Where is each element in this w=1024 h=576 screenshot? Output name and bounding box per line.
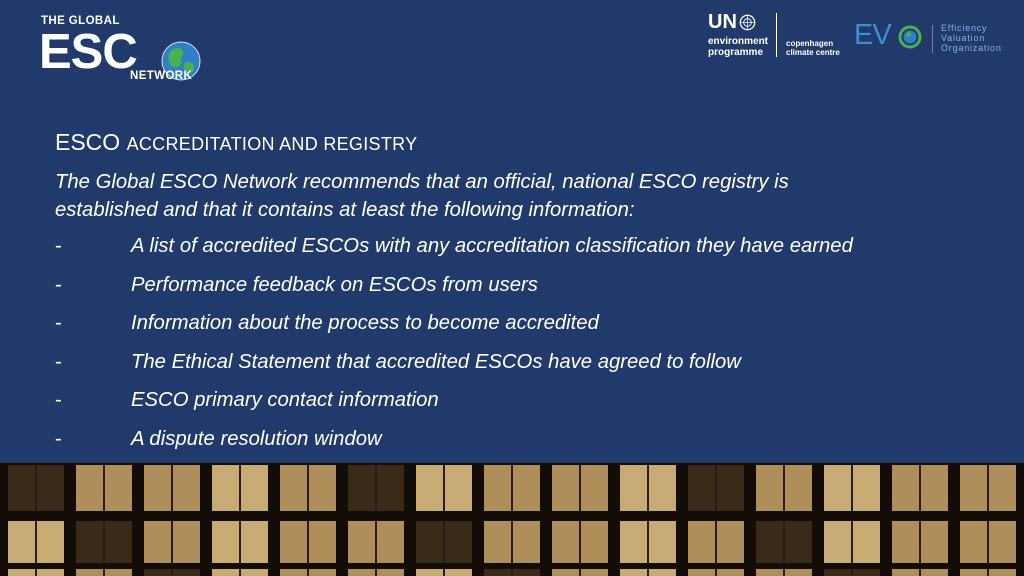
partner-line-1: copenhagen: [786, 39, 834, 48]
un-line-2: programme: [708, 47, 764, 58]
intro-line-1: The Global ESCO Network recommends that an official, national ESCO registry is: [55, 171, 789, 193]
logo-top-text: THE GLOBAL: [41, 15, 120, 27]
intro-line-2: established and that it contains at least the following information:: [55, 199, 635, 221]
evo-mark-text: EV: [854, 19, 891, 51]
un-environment-logo: [708, 12, 848, 60]
list-item-text: Information about the process to become accredited: [131, 312, 599, 334]
logo-divider: [776, 13, 777, 57]
copenhagen-climate-centre-text: [786, 39, 840, 57]
intro-paragraph: [55, 168, 995, 224]
slide-title: [55, 128, 417, 158]
un-line-1: environment: [708, 36, 769, 47]
evo-line-1: Efficiency: [941, 23, 988, 33]
bullet-marker: -: [55, 235, 62, 257]
un-environment-text: [708, 36, 768, 58]
list-item-text: A list of accredited ESCOs with any accreditation classification they have earned: [131, 235, 853, 257]
bullet-marker: -: [55, 427, 62, 450]
bullet-marker: -: [55, 389, 62, 411]
list-item-text: The Ethical Statement that accredited ESCOs have agreed to follow: [131, 350, 741, 373]
partner-line-2: climate centre: [786, 48, 840, 57]
evo-line-2: Valuation: [941, 33, 986, 43]
bullet-marker: -: [55, 312, 62, 334]
list-item-text: Performance feedback on ESCOs from users: [131, 273, 538, 296]
evo-logo: [854, 19, 1024, 58]
list-item-text: A dispute resolution window: [131, 427, 382, 450]
office-building-photo: [0, 463, 1024, 576]
logo-esco-text: ESC: [39, 25, 137, 79]
evo-separator: [932, 25, 933, 53]
evo-globe-icon: [898, 25, 922, 49]
evo-line-3: Organization: [941, 43, 1002, 53]
evo-name-text: [941, 23, 1002, 53]
list-item-text: ESCO primary contact information: [131, 389, 439, 411]
bullet-marker: -: [55, 350, 62, 373]
esco-network-logo: [38, 14, 208, 86]
slide-title-rest: ACCREDITATION AND REGISTRY: [126, 134, 418, 154]
un-text: UN: [708, 11, 737, 33]
logo-bottom-text: NETWORK: [130, 70, 193, 82]
bullet-marker: -: [55, 273, 62, 296]
slide-title-first: ESCO: [55, 129, 121, 155]
un-wreath-icon: [739, 14, 756, 31]
